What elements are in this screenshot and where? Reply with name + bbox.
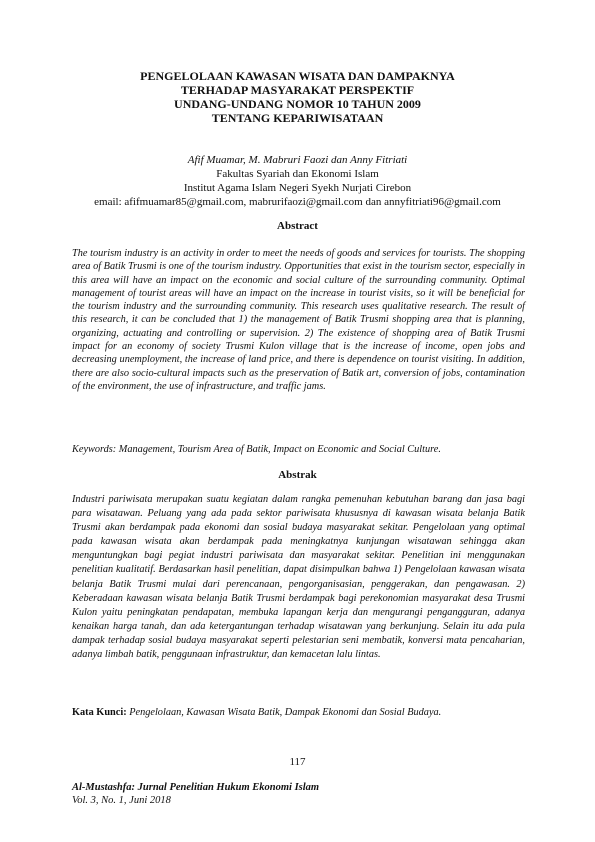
kata-kunci (72, 706, 525, 719)
abstract-indonesian: Industri pariwisata merupakan suatu kegiatan dalam rangka pemenuhan kebutuhan barang dan jasa bagi para wisatawan. Peluang yang ada pada sektor pariwisata khususnya di kawasan wisata belanja Batik Trusmi akan berdampak pada ekonomi dan sosial budaya masyarakat sekitar. Pengelolaan yang optimal pada kawasan wisata akan berdampak pada meningkatnya kunjungan wisatawan sehingga akan menguntungkan bagi pegiat industri pariwisata dan masyarakat sekitar. Penelitian ini menggunakan penelitian kualitatif. Berdasarkan hasil penelitian, dapat disimpulkan bahwa 1) Pengelolaan kawasan wisata belanja Batik Trusmi mulai dari perencanaan, pengorganisasian, penggerakan, dan pengawasan. 2) Keberadaan kawasan wisata belanja Batik Trusmi berdampak bagi perekonomian masyarakat desa Trusmi Kulon yaitu peningkatan pendapatan, membuka lapangan kerja dan mengurangi pengangguran, adanya kenaikan harga tanah, dan ada ketergantungan terhadap wisatawan yang berkunjung. Selain itu ada pula dampak terhadap sosial budaya masyarakat seperti pelestarian seni membatik, konversi mata pencaharian, adanya limbah batik, penggunaan infrastruktur, dan kemacetan lalu lintas. (72, 494, 525, 661)
title-line: TERHADAP MASYARAKAT PERSPEKTIF (180, 83, 415, 97)
kata-kunci-text: Pengelolaan, Kawasan Wisata Batik, Dampak Ekonomi dan Sosial Budaya. (129, 707, 442, 718)
abstract-heading: Abstract (277, 220, 318, 232)
abstrak-heading: Abstrak (278, 469, 317, 481)
author-faculty: Fakultas Syariah dan Ekonomi Islam (216, 168, 379, 180)
title-line: TENTANG KEPARIWISATAAN (211, 111, 384, 125)
title-line: PENGELOLAAN KAWASAN WISATA DAN DAMPAKNYA (140, 69, 455, 83)
author-names: Afif Muamar, M. Mabruri Faozi dan Anny Fitriati (187, 154, 408, 166)
kata-kunci-label: Kata Kunci: (72, 707, 127, 718)
paper-title (70, 69, 525, 125)
author-institution: Institut Agama Islam Negeri Syekh Nurjati Cirebon (183, 182, 412, 194)
author-block (60, 153, 535, 209)
journal-name: Al-Mustashfa: Jurnal Penelitian Hukum Ekonomi Islam (72, 782, 320, 793)
title-line: UNDANG-UNDANG NOMOR 10 TAHUN 2009 (174, 97, 421, 111)
page-number: 117 (289, 756, 306, 768)
author-email: email: afifmuamar85@gmail.com, mabrurifaozi@gmail.com dan annyfitriati96@gmail.com (94, 196, 501, 208)
keywords: Keywords: Management, Tourism Area of Batik, Impact on Economic and Social Culture. (72, 444, 441, 455)
journal-footer (72, 781, 319, 807)
abstract-english: The tourism industry is an activity in order to meet the needs of goods and services for tourists. The shopping area of Batik Trusmi is one of the tourism industry. Opportunities that exist in the tourism sector, especially in this area will have an impact on the economic and social culture of the surrounding community. Optimal management of tourist areas will have an impact on the increase in tourist visits, so it will be beneficial for the tourism industry and the surrounding community. This research uses qualitative research. The result of this research, it can be concluded that 1) the management of Batik Trusmi shopping area that is planning, organizing, actuating and controlling or supervision. 2) The existence of shopping area of Batik Trusmi impact for an economy of society Trusmi Kulon village that is the increase of income, open jobs and decreasing unemployment, the increase of land price, and there is dependence on tourist visiting. In addition, there are also socio-cultural impacts such as the preservation of Batik art, conversion of jobs, contamination of the environment, the use of infrastructure, and traffic jams. (72, 248, 525, 392)
journal-volume: Vol. 3, No. 1, Juni 2018 (72, 795, 171, 806)
